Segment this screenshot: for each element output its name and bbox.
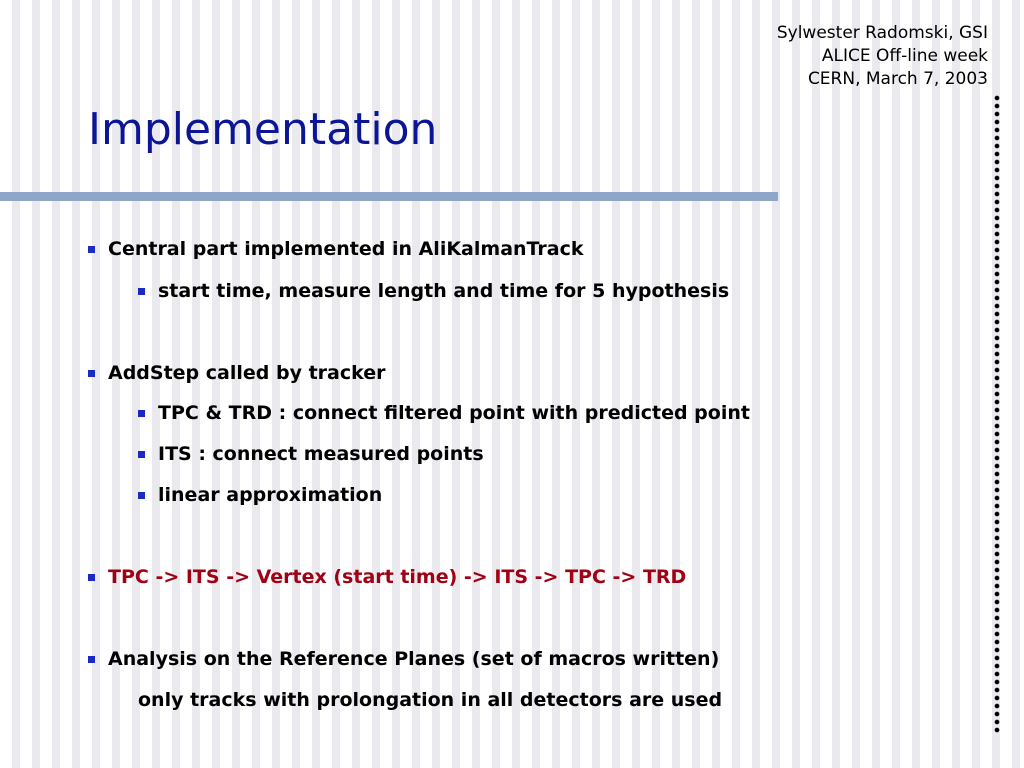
- square-bullet-icon: [138, 451, 145, 458]
- event-line: ALICE Off-line week: [821, 46, 988, 66]
- square-bullet-icon: [138, 410, 145, 417]
- bullet-text: Analysis on the Reference Planes (set of macros written): [108, 648, 720, 670]
- bullet-item: [88, 237, 584, 261]
- bullet-text: Central part implemented in AliKalmanTrack: [108, 238, 584, 260]
- sub-bullet-item: [138, 483, 382, 507]
- title-underline-bar: [0, 192, 778, 201]
- date-line: CERN, March 7, 2003: [807, 69, 988, 89]
- continuation-text: only tracks with prolongation in all detectors are used: [138, 689, 723, 711]
- square-bullet-icon: [138, 288, 145, 295]
- sub-bullet-item: [138, 442, 484, 466]
- author-line: Sylwester Radomski, GSI: [776, 23, 988, 43]
- slide-title: Implementation: [88, 104, 438, 155]
- bullet-item: [88, 647, 719, 671]
- dotted-border-decoration: [994, 94, 1000, 734]
- sub-bullet-item: [138, 401, 750, 425]
- slide-header-info: [777, 22, 988, 91]
- square-bullet-icon: [88, 246, 95, 253]
- bullet-text: TPC & TRD : connect filtered point with predicted point: [158, 402, 750, 424]
- square-bullet-icon: [88, 370, 95, 377]
- bullet-item-highlighted: [88, 565, 686, 589]
- bullet-item: [88, 361, 386, 385]
- bullet-text: ITS : connect measured points: [158, 443, 484, 465]
- bullet-text: AddStep called by tracker: [108, 362, 386, 384]
- square-bullet-icon: [88, 574, 95, 581]
- sub-bullet-item: [138, 279, 729, 303]
- bullet-text: TPC -> ITS -> Vertex (start time) -> ITS -> TPC -> TRD: [108, 566, 687, 588]
- square-bullet-icon: [138, 492, 145, 499]
- square-bullet-icon: [88, 656, 95, 663]
- bullet-text: start time, measure length and time for 5 hypothesis: [158, 280, 730, 302]
- bullet-text: linear approximation: [158, 484, 383, 506]
